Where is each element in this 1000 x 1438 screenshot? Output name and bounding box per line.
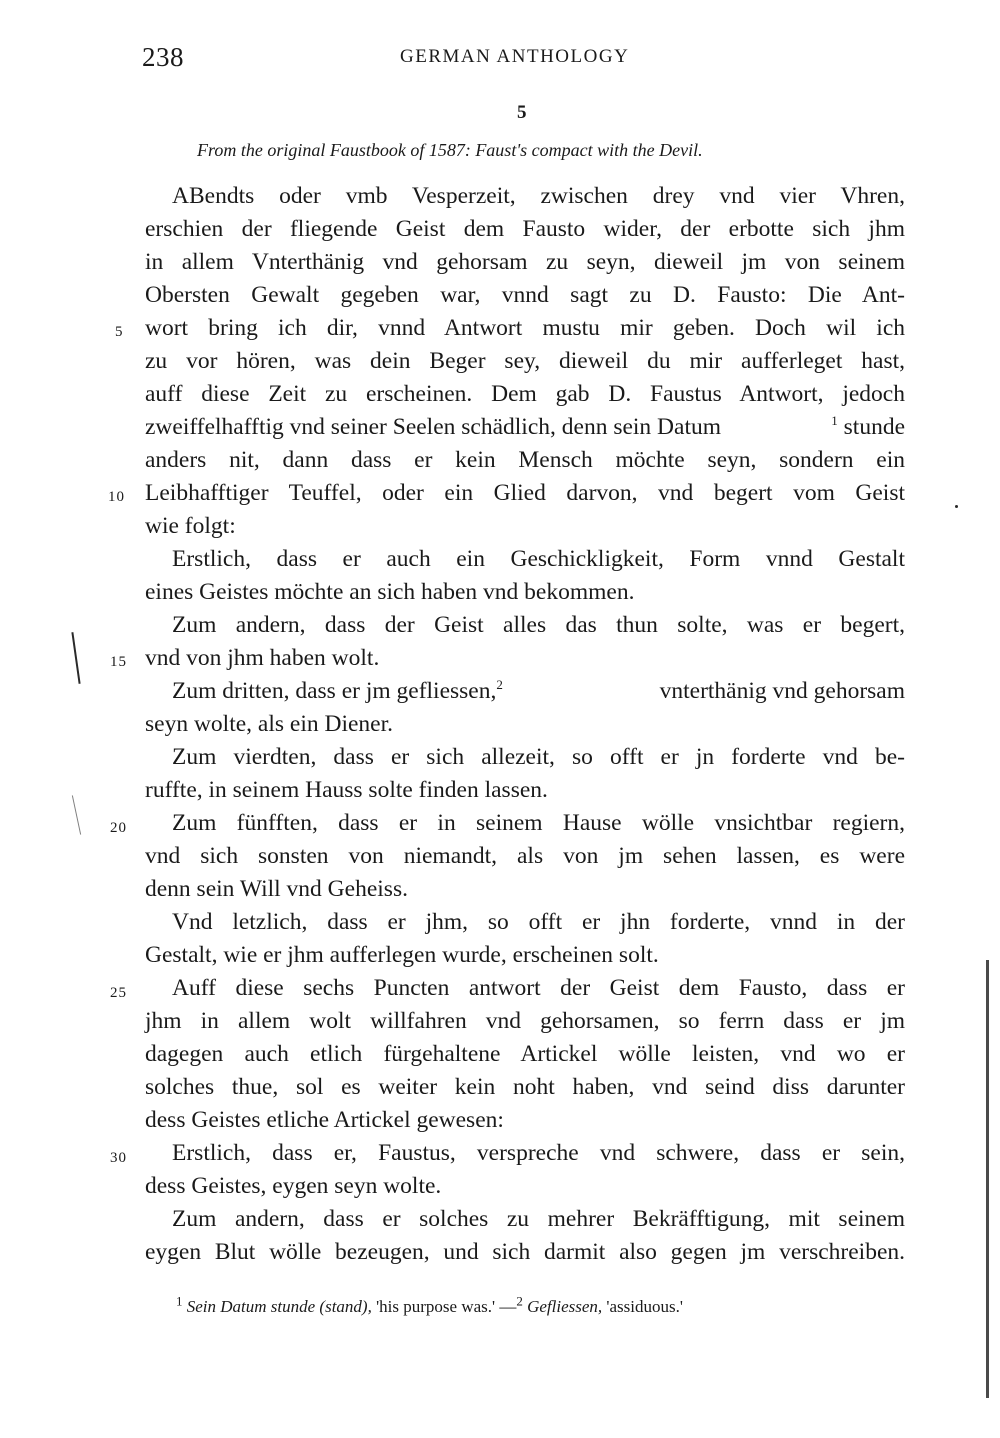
text-line: erschien der fliegende Geist dem Fausto wider, der erbotte sich jhm bbox=[145, 216, 905, 242]
text-line: Erstlich, dass er, Faustus, verspreche vnd schwere, dass er sein, bbox=[172, 1140, 905, 1166]
text-segment: Zum dritten, dass er jm gefliessen, bbox=[172, 678, 497, 704]
text-line: seyn wolte, als ein Diener. bbox=[145, 711, 393, 737]
text-line: Vnd letzlich, dass er jhm, so offt er jhn forderte, vnnd in der bbox=[172, 909, 905, 935]
margin-mark bbox=[72, 795, 81, 834]
text-line: Zum vierdten, dass er sich allezeit, so offt er jn forderte vnd be- bbox=[172, 744, 905, 770]
text-line: vnd sich sonsten von niemandt, als von jm sehen lassen, es were bbox=[145, 843, 905, 869]
section-number: 5 bbox=[517, 102, 527, 123]
text-line: in allem Vnterthänig vnd gehorsam zu seyn, dieweil jm von seinem bbox=[145, 249, 905, 275]
scan-speck bbox=[955, 505, 958, 508]
text-line: wie folgt: bbox=[145, 513, 236, 539]
text-line: eines Geistes möchte an sich haben vnd bekommen. bbox=[145, 579, 635, 605]
text-line: Zum andern, dass er solches zu mehrer Bekräfftigung, mit seinem bbox=[172, 1206, 905, 1232]
text-line: Auff diese sechs Puncten antwort der Geist dem Fausto, dass er bbox=[172, 975, 905, 1001]
text-line: Zum andern, dass der Geist alles das thun solte, was er begert, bbox=[172, 612, 905, 638]
text-line: wort bring ich dir, vnnd Antwort mustu mir geben. Doch wil ich bbox=[145, 315, 905, 341]
text-segment: stunde bbox=[843, 414, 905, 440]
text-line: ABendts oder vmb Vesperzeit, zwischen drey vnd vier Vhren, bbox=[172, 183, 905, 209]
footnote-ref-1: 1 bbox=[176, 1293, 183, 1309]
line-number: 15 bbox=[110, 654, 127, 670]
text-segment: vnterthänig vnd gehorsam bbox=[659, 678, 905, 704]
text-line: anders nit, dann dass er kein Mensch möchte seyn, sondern ein bbox=[145, 447, 905, 473]
footnote-term: Sein Datum stunde (stand), bbox=[186, 1297, 372, 1316]
text-line: dess Geistes etliche Artickel gewesen: bbox=[145, 1107, 504, 1133]
text-line: Erstlich, dass er auch ein Geschickligkeit, Form vnnd Gestalt bbox=[172, 546, 905, 572]
line-number: 25 bbox=[110, 985, 127, 1001]
text-line: ruffte, in seinem Hauss solte finden lassen. bbox=[145, 777, 548, 803]
line-number: 20 bbox=[110, 820, 127, 836]
text-line: solches thue, sol es weiter kein noht haben, vnd seind diss darunter bbox=[145, 1074, 905, 1100]
text-segment bbox=[831, 413, 905, 440]
section-subtitle: From the original Faustbook of 1587: Faust's compact with the Devil. bbox=[197, 140, 703, 160]
footnote-gloss: 'his purpose was.' — bbox=[376, 1297, 517, 1316]
running-head: GERMAN ANTHOLOGY bbox=[400, 46, 630, 67]
text-line: Gestalt, wie er jhm aufferlegen wurde, erscheinen solt. bbox=[145, 942, 659, 968]
text-line: Zum fünfften, dass er in seinem Hause wölle vnsichtbar regiern, bbox=[172, 810, 905, 836]
line-number: 30 bbox=[110, 1150, 127, 1166]
text-line: auff diese Zeit zu erscheinen. Dem gab D. Faustus Antwort, jedoch bbox=[145, 381, 905, 407]
scan-edge-line bbox=[986, 960, 989, 1398]
text-line: eygen Blut wölle bezeugen, und sich darmit also gegen jm verschreiben. bbox=[145, 1239, 905, 1265]
margin-mark bbox=[71, 632, 80, 684]
footnote-ref-2: 2 bbox=[496, 677, 503, 693]
text-line: zu vor hören, was dein Beger sey, dieweil du mir aufferleget hast, bbox=[145, 348, 905, 374]
footnote-gloss: 'assiduous.' bbox=[606, 1297, 683, 1316]
text-line bbox=[145, 413, 905, 440]
text-segment: zweiffelhafftig vnd seiner Seelen schädlich, denn sein Datum bbox=[145, 414, 722, 440]
footnote bbox=[176, 1293, 683, 1317]
text-line: dess Geistes, eygen seyn wolte. bbox=[145, 1173, 442, 1199]
footnote-ref-2: 2 bbox=[516, 1293, 523, 1309]
text-line: jhm in allem wolt willfahren vnd gehorsamen, so ferrn dass er jm bbox=[145, 1008, 905, 1034]
page-number: 238 bbox=[142, 42, 184, 72]
text-line: vnd von jhm haben wolt. bbox=[145, 645, 380, 671]
text-segment bbox=[172, 677, 503, 704]
text-line bbox=[172, 677, 905, 704]
text-line: Obersten Gewalt gegeben war, vnnd sagt zu D. Fausto: Die Ant- bbox=[145, 282, 905, 308]
line-number: 5 bbox=[115, 324, 124, 340]
text-line: Leibhafftiger Teuffel, oder ein Glied darvon, vnd begert vom Geist bbox=[145, 480, 905, 506]
line-number: 10 bbox=[108, 489, 125, 505]
text-line: denn sein Will vnd Geheiss. bbox=[145, 876, 408, 902]
footnote-ref-1: 1 bbox=[831, 413, 838, 429]
footnote-term: Gefliessen, bbox=[527, 1297, 603, 1316]
text-line: dagegen auch etlich fürgehaltene Artickel wölle leisten, vnd wo er bbox=[145, 1041, 905, 1067]
